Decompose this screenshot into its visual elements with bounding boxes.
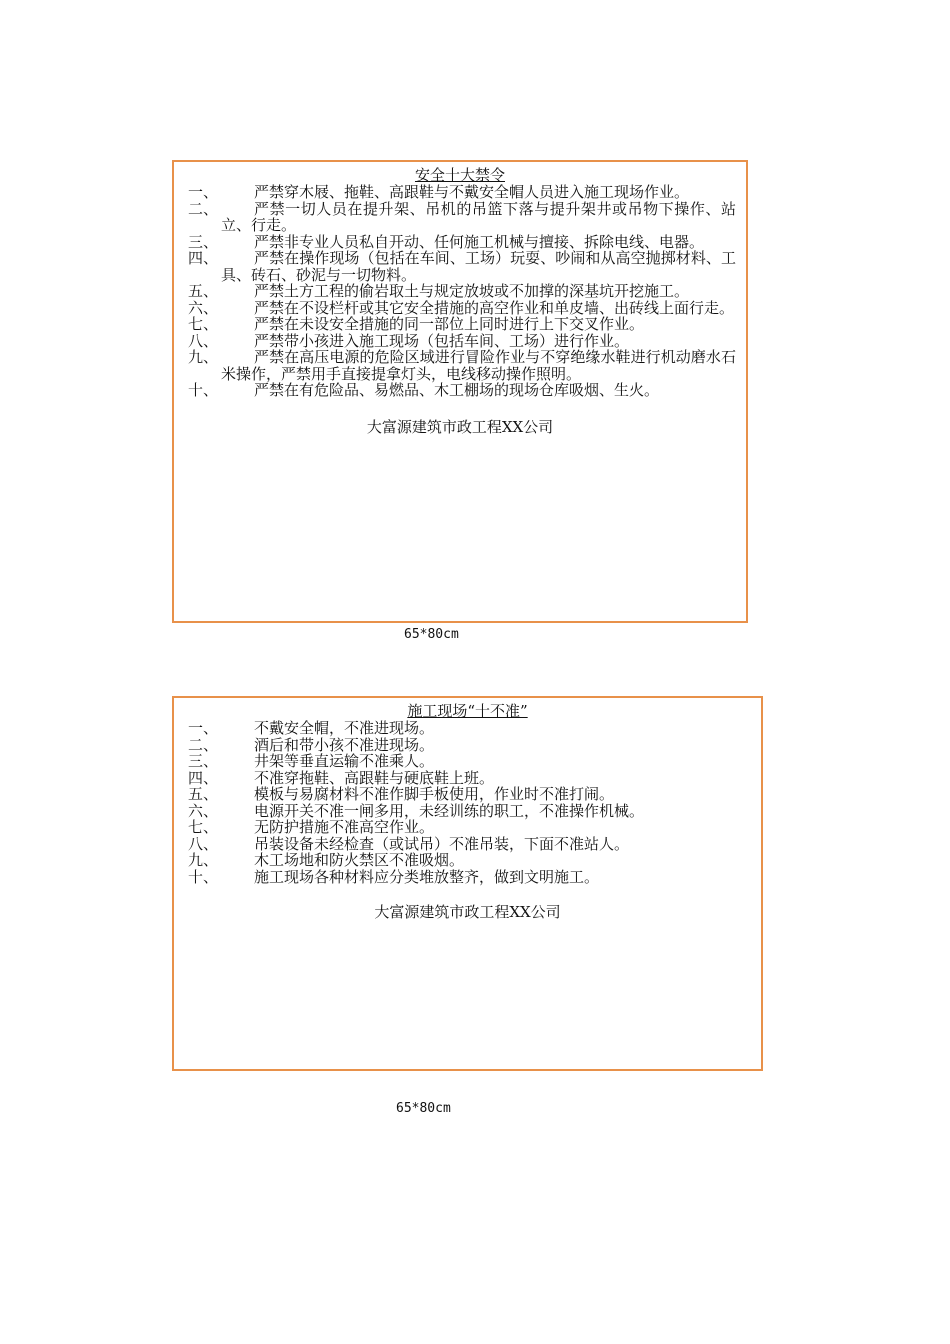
item-number: 十、 — [188, 381, 219, 399]
item-text: 不准穿拖鞋、高跟鞋与硬底鞋上班。 — [254, 768, 495, 787]
item-text: 严禁土方工程的偷岩取土与规定放坡或不加撑的深基坑开挖施工。 — [254, 282, 690, 300]
item-text: 严禁在有危险品、易燃品、木工棚场的现场仓库吸烟、生火。 — [254, 381, 660, 399]
safety-ten-prohibitions-sign — [172, 160, 748, 623]
list-item — [174, 201, 746, 234]
company-name: 大富源建筑市政工程XX公司 — [374, 903, 561, 921]
list-item — [174, 737, 761, 754]
item-text: 模板与易腐材料不准作脚手板使用，作业时不准打闹。 — [254, 785, 615, 803]
item-number: 一、 — [188, 719, 219, 737]
item-number: 八、 — [188, 331, 219, 350]
list-item — [174, 333, 746, 350]
list-item — [174, 382, 746, 399]
item-text: 严禁带小孩进入施工现场（包括车间、工场）进行作业。 — [254, 331, 630, 350]
item-number: 九、 — [188, 851, 219, 869]
list-item — [174, 753, 761, 770]
item-text: 不戴安全帽，不准进现场。 — [254, 719, 435, 737]
list-item — [174, 283, 746, 300]
list-item — [174, 803, 761, 820]
item-number: 三、 — [188, 752, 219, 770]
item-text: 施工现场各种材料应分类堆放整齐，做到文明施工。 — [254, 867, 600, 886]
item-number: 十、 — [188, 867, 219, 886]
list-item — [174, 234, 746, 251]
list-item — [174, 250, 746, 283]
item-text: 严禁一切人员在提升架、吊机的吊篮下落与提升架井或吊物下操作、站立、行走。 — [221, 199, 736, 234]
list-item — [174, 869, 761, 886]
item-number: 五、 — [188, 282, 219, 300]
sign-size-label: 65*80cm — [396, 1101, 451, 1116]
item-text: 严禁在高压电源的危险区域进行冒险作业与不穿绝缘水鞋进行机动磨水石米操作，严禁用手直接提拿灯头，电线移动操作照明。 — [221, 348, 736, 383]
list-item — [174, 184, 746, 201]
sign-title: 施工现场“十不准” — [407, 702, 528, 720]
item-text: 吊装设备未经检查（或试吊）不准吊装，下面不准站人。 — [254, 834, 630, 853]
item-text: 严禁穿木屐、拖鞋、高跟鞋与不戴安全帽人员进入施工现场作业。 — [254, 183, 690, 201]
list-item — [174, 720, 761, 737]
company-name: 大富源建筑市政工程XX公司 — [366, 417, 554, 436]
item-number: 三、 — [188, 232, 219, 251]
item-text: 电源开关不准一闸多用，未经训练的职工，不准操作机械。 — [254, 801, 645, 820]
item-number: 七、 — [188, 315, 219, 333]
item-number: 四、 — [188, 249, 219, 267]
item-text: 木工场地和防火禁区不准吸烟。 — [254, 851, 465, 869]
list-item — [174, 300, 746, 317]
item-text: 严禁在不设栏杆或其它安全措施的高空作业和单皮墙、出砖线上面行走。 — [254, 298, 735, 317]
item-text: 严禁在未设安全措施的同一部位上同时进行上下交叉作业。 — [254, 315, 645, 333]
rule-list — [174, 720, 761, 885]
item-number: 二、 — [188, 735, 219, 754]
sign-size-label: 65*80cm — [404, 627, 459, 642]
item-number: 五、 — [188, 785, 219, 803]
item-number: 六、 — [188, 801, 219, 820]
list-item — [174, 316, 746, 333]
item-number: 九、 — [188, 348, 219, 366]
item-text: 严禁在操作现场（包括在车间、工场）玩耍、吵闹和从高空抛掷材料、工具、砖石、砂泥与一切物料。 — [221, 249, 736, 284]
list-item — [174, 349, 746, 382]
item-text: 井架等垂直运输不准乘人。 — [254, 752, 435, 770]
item-text: 无防护措施不准高空作业。 — [254, 818, 435, 836]
item-text: 酒后和带小孩不准进现场。 — [254, 735, 435, 754]
item-number: 八、 — [188, 834, 219, 853]
list-item — [174, 836, 761, 853]
item-number: 四、 — [188, 768, 219, 787]
list-item — [174, 819, 761, 836]
rule-list — [174, 184, 746, 399]
item-number: 二、 — [188, 199, 219, 218]
item-number: 七、 — [188, 818, 219, 836]
list-item — [174, 770, 761, 787]
sign-title: 安全十大禁令 — [414, 166, 505, 184]
list-item — [174, 852, 761, 869]
item-text: 严禁非专业人员私自开动、任何施工机械与擅接、拆除电线、电器。 — [254, 232, 705, 251]
construction-ten-rules-sign — [172, 696, 763, 1071]
item-number: 一、 — [188, 183, 219, 201]
item-number: 六、 — [188, 298, 219, 317]
list-item — [174, 786, 761, 803]
